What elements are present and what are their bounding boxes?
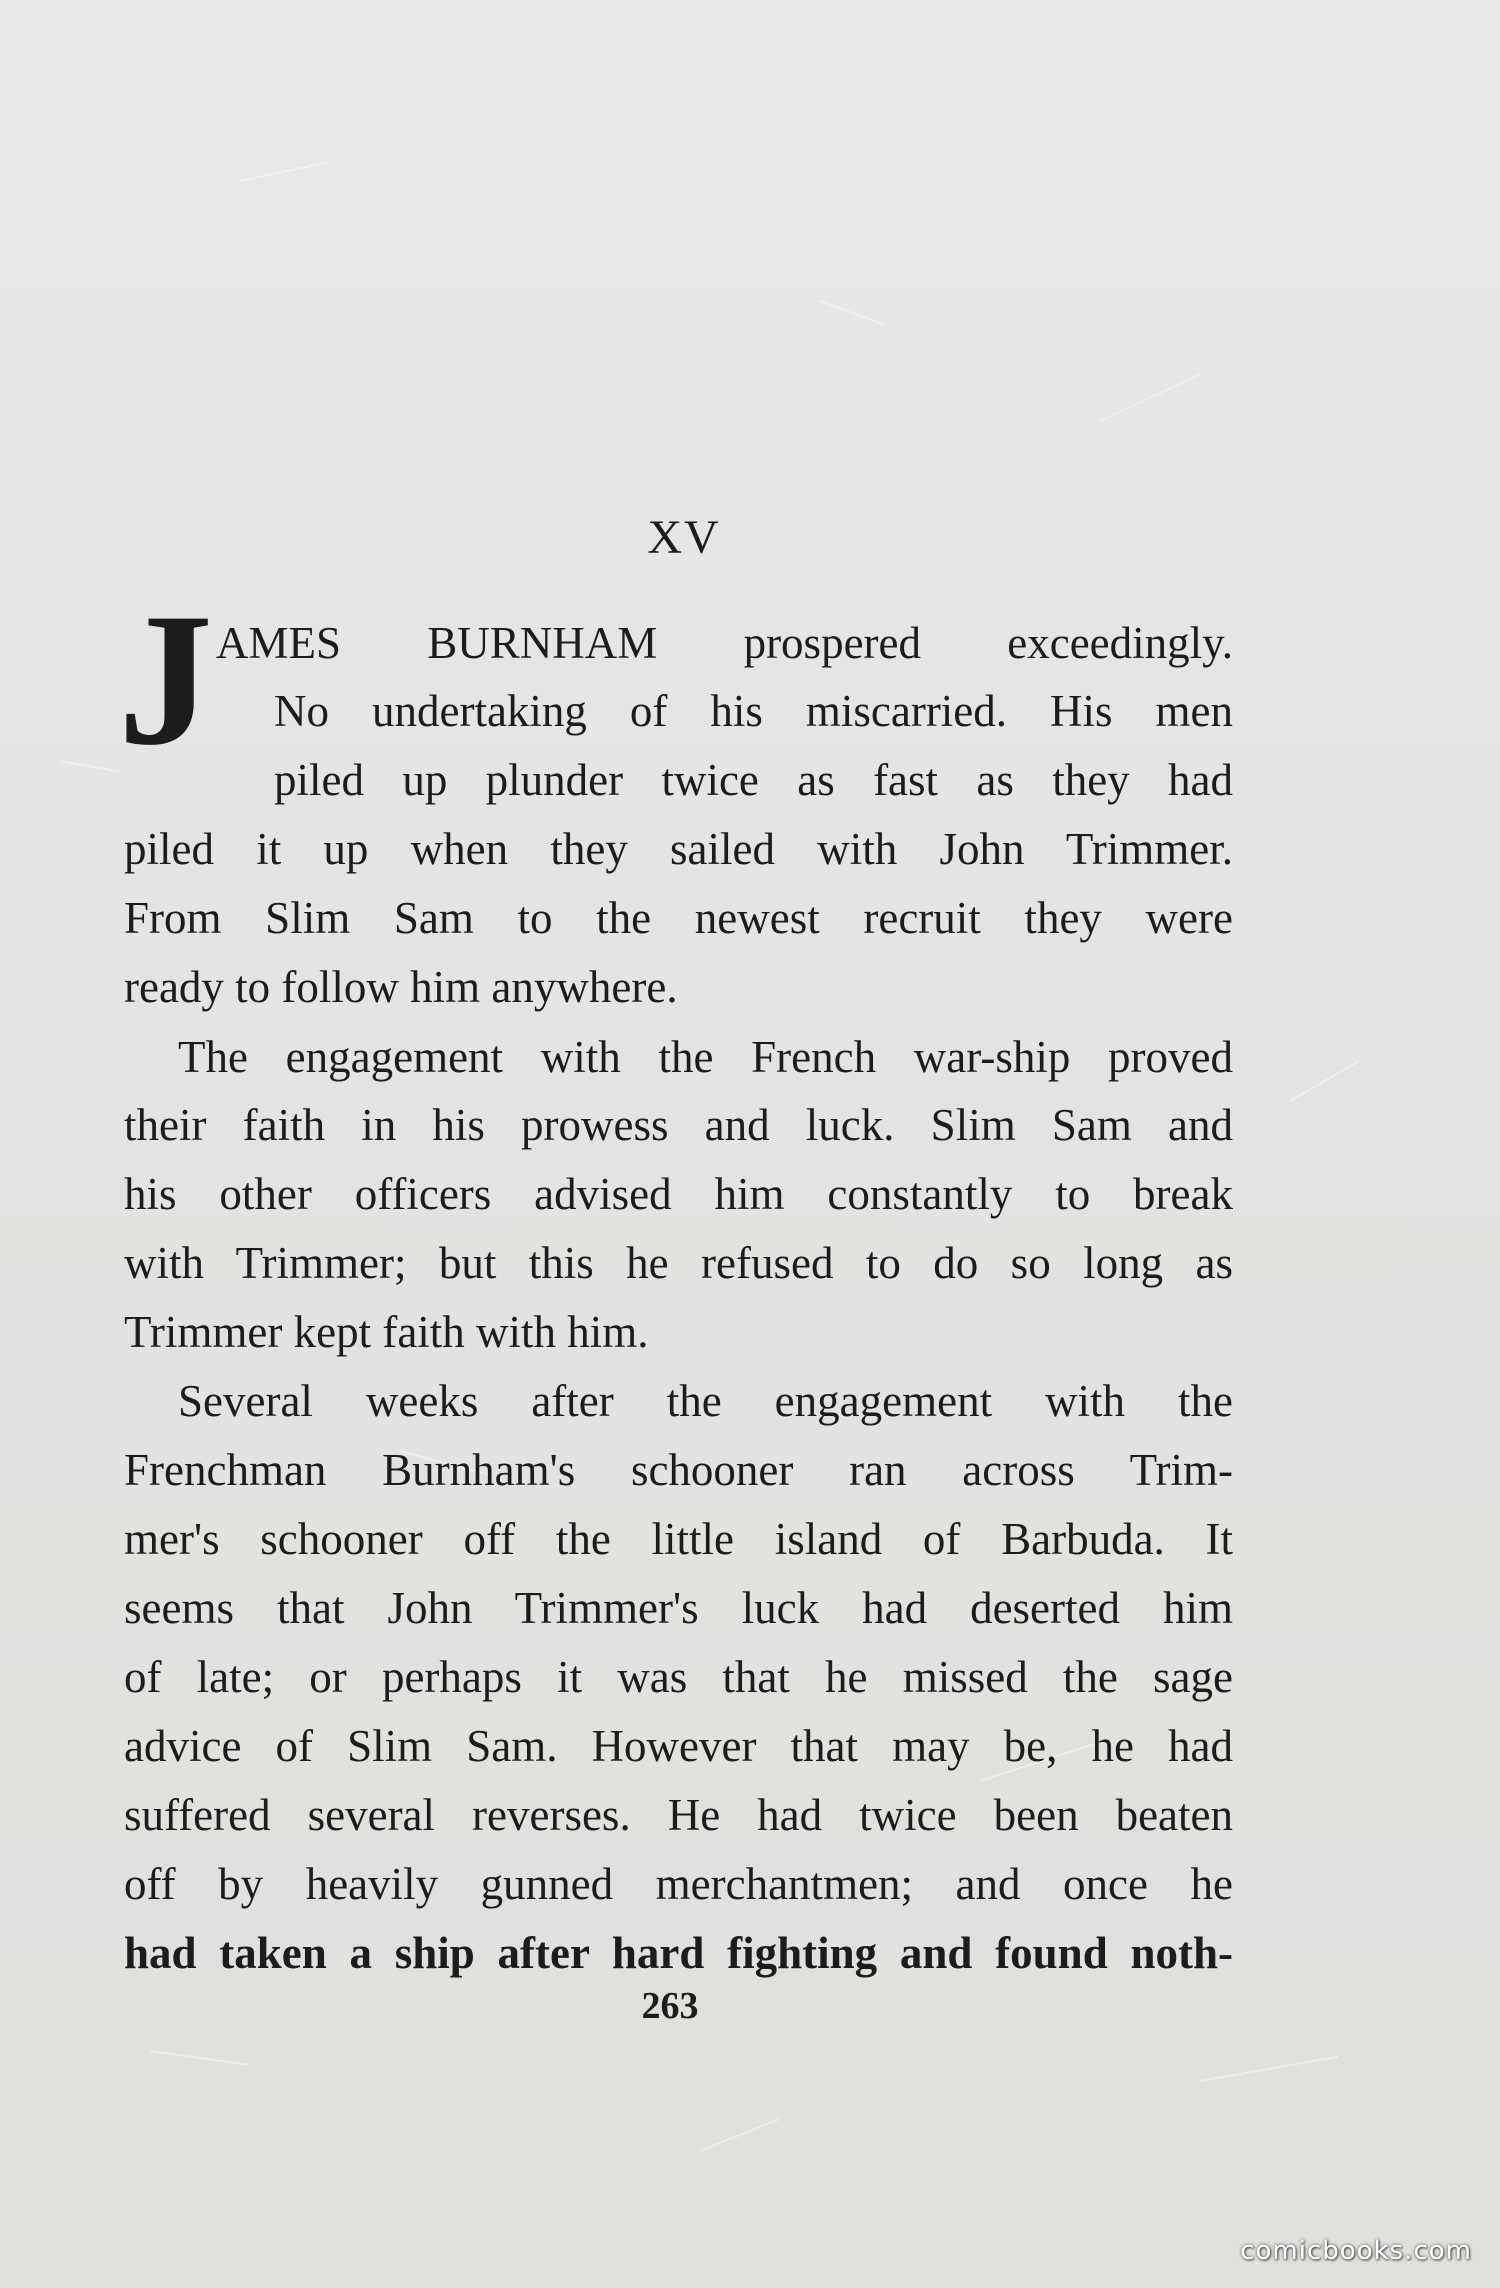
text-line: piled up plunder twice as fast as they had: [274, 755, 1233, 805]
page-number: 263: [641, 1985, 699, 2027]
text-line: ready to follow him anywhere.: [124, 962, 678, 1012]
text-line: advice of Slim Sam. However that may be, he had: [124, 1721, 1233, 1771]
site-watermark: comicbooks.com: [1240, 2236, 1472, 2266]
text-line: AMES BURNHAM prospered exceedingly.: [216, 618, 1233, 668]
text-line: of late; or perhaps it was that he missed the sage: [124, 1652, 1233, 1702]
text-line: his other officers advised him constantly to break: [124, 1169, 1233, 1219]
text-line: No undertaking of his miscarried. His men: [274, 686, 1233, 736]
text-line: suffered several reverses. He had twice been beaten: [124, 1790, 1233, 1840]
text-line: From Slim Sam to the newest recruit they were: [124, 893, 1233, 943]
text-line: with Trimmer; but this he refused to do so long as: [124, 1238, 1233, 1288]
text-line: mer's schooner off the little island of Barbuda. It: [124, 1514, 1233, 1564]
text-line: their faith in his prowess and luck. Slim Sam and: [124, 1100, 1233, 1150]
text-line: Frenchman Burnham's schooner ran across Trim-: [124, 1445, 1233, 1495]
text-line: off by heavily gunned merchantmen; and once he: [124, 1859, 1233, 1909]
text-line: The engagement with the French war-ship proved: [178, 1032, 1233, 1082]
text-line: seems that John Trimmer's luck had deserted him: [124, 1583, 1233, 1633]
chapter-heading: XV: [647, 511, 721, 564]
drop-cap-letter: J: [118, 575, 213, 785]
text-line: Trimmer kept faith with him.: [124, 1307, 649, 1357]
text-line: piled it up when they sailed with John Trimmer.: [124, 824, 1233, 874]
text-line: Several weeks after the engagement with the: [178, 1376, 1233, 1426]
text-line: had taken a ship after hard fighting and found noth-: [124, 1928, 1233, 1978]
